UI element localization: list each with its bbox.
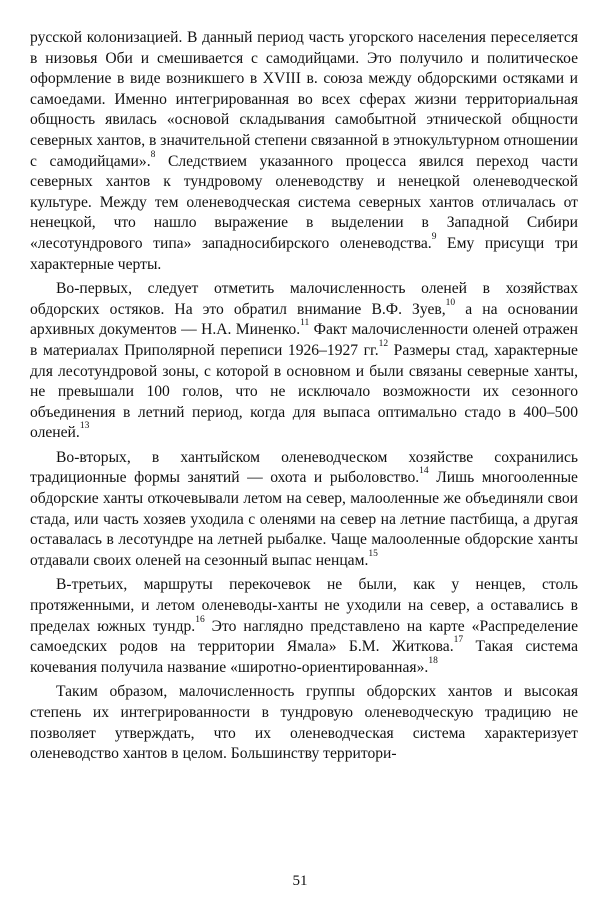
footnote-marker: 18 (428, 655, 438, 666)
paragraph-text: Лишь многооленные обдорские ханты откочевывали летом на север, малооленные же объединяли свои стада, или часть хозяев уходила с оленями на север на летние пастбища, а другая оставалась в лесотундре на летней рыбалке. Чаще малооленные обдорские ханты отдавали своих оленей на сезонный выпас ненцам. (30, 469, 578, 569)
footnote-marker: 15 (368, 548, 378, 559)
paragraph-text: Во-первых, следует отметить малочисленность оленей в хозяйствах обдорских остяков. На это обратил внимание В.Ф. Зуев, (30, 280, 578, 318)
footnote-marker: 8 (150, 149, 156, 160)
paragraph (30, 575, 578, 678)
footnote-marker: 11 (300, 318, 310, 329)
paragraph (30, 682, 578, 764)
footnote-marker: 17 (453, 635, 464, 646)
footnote-marker: 12 (378, 338, 389, 349)
paragraph (30, 279, 578, 444)
paragraph-text: Размеры стад, характерные для лесотундровой зоны, с которой в основном и были связаны северные ханты, не превышали 100 голов, что не исключало возможности их сезонного объединения в летний период, когда для выпаса оптимально стадо в 400–500 оленей. (30, 341, 578, 442)
paragraph-text: Таким образом, малочисленность группы обдорских хантов и высокая степень их интегрированности в тундровую оленеводческую традицию не позволяет утверждать, что их оленеводческая система характеризует оленеводство хантов в целом. Большинству территори- (30, 683, 578, 763)
paragraph-text: Следствием указанного процесса явился переход части северных хантов к тундровому оленеводству и ненецкой оленеводческой культуре. Между тем оленеводческая система северных хантов отличалась от ненецкой, что нашло выражение в выделении в Западной Сибири «лесотундрового типа» западносибирского оленеводства. (30, 152, 578, 252)
footnote-marker: 14 (419, 466, 429, 477)
page-body (30, 28, 578, 765)
paragraph (30, 28, 578, 275)
page-number: 51 (292, 873, 308, 889)
paragraph-text: а на основании архивных документов — Н.А. Миненко. (30, 300, 579, 339)
footnote-marker: 16 (195, 614, 205, 625)
paragraph (30, 448, 578, 572)
paragraph-text: Такая система кочевания получила название «широтно-ориентированная». (30, 638, 578, 676)
paragraph-text: Во-вторых, в хантыйском оленеводческом хозяйстве сохранились традиционные формы занятий — охота и рыболовство. (30, 448, 578, 487)
footnote-marker: 9 (431, 231, 437, 242)
paragraph-text: Это наглядно представлено на карте «Распределение самоедских родов на территории Ямала» Б.М. Житкова. (30, 617, 578, 656)
footnote-marker: 10 (445, 297, 456, 308)
paragraph-text: Факт малочисленности оленей отражен в материалах Приполярной переписи 1926–1927 гг. (30, 321, 579, 359)
footnote-marker: 13 (79, 421, 90, 432)
paragraph-text: русской колонизацией. В данный период часть угорского населения переселяется в низовья Оби и смешивается с самодийцами. Это получило и политическое оформление в виде возникшего в XVIII в. союза между обдорскими остяками и самоедами. Именно интегрированная во всех сферах жизни территориальная общность явилась «основой складывания самобытной этнической общности северных хантов, в значительной степени связанной в этнокультурном отношении с самодийцами». (30, 29, 578, 170)
paragraph-text: Ему присущи три характерные черты. (30, 234, 578, 273)
paragraph-text: В-третьих, маршруты перекочевок не были, как у ненцев, столь протяженными, и летом оленеводы-ханты не уходили на север, а оставались в пределах южных тундр. (30, 576, 578, 635)
